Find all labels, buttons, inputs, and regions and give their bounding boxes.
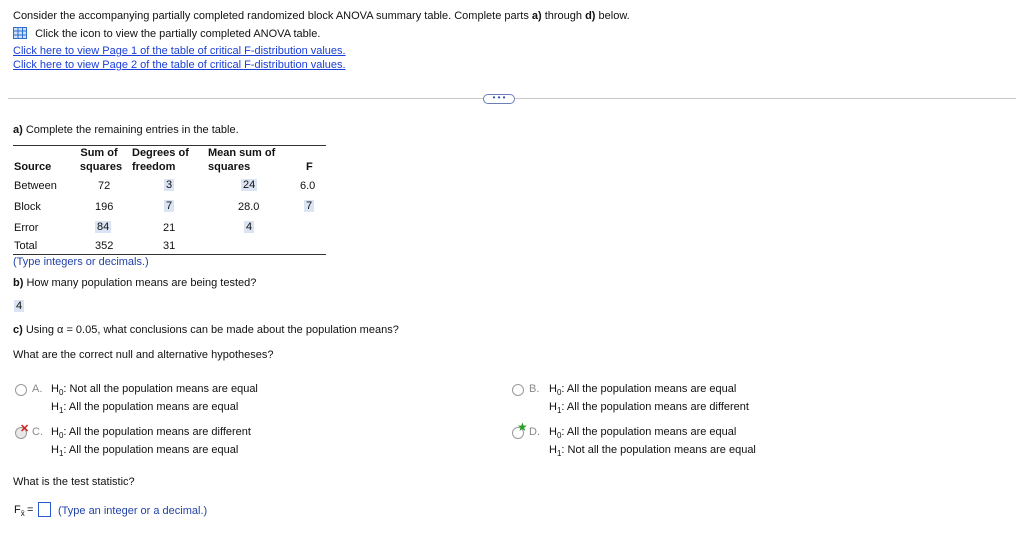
option-d-letter: D. (529, 426, 540, 438)
option-b-radio[interactable] (512, 384, 524, 396)
col-header-ss-2: squares (79, 161, 123, 173)
expand-more-button[interactable]: • • • (483, 94, 515, 104)
instruction-text: Consider the accompanying partially completed randomized block ANOVA summary table. Complete parts a) through d) below. (13, 10, 630, 22)
row-block-source: Block (14, 201, 41, 213)
row-between-df-input[interactable]: 3 (166, 179, 173, 191)
row-total-source: Total (14, 240, 38, 252)
option-b-letter: B. (529, 383, 540, 395)
col-header-source: Source (14, 161, 52, 173)
instruction-bold-part: a) (531, 10, 542, 22)
part-a-hint: (Type integers or decimals.) (13, 256, 149, 268)
col-header-ss-1: Sum of (80, 147, 118, 159)
col-header-f: F (306, 161, 313, 173)
test-statistic-question: What is the test statistic? (13, 476, 135, 488)
row-error-ss-input[interactable]: 84 (97, 221, 110, 233)
option-b-h0: $H_0$: All the population means are equal (549, 383, 737, 397)
option-a-radio[interactable] (15, 384, 27, 396)
option-c-h0: $H_0$: All the population means are different (51, 426, 251, 440)
table-top-rule (13, 145, 326, 146)
row-between-f: 6.0 (300, 180, 316, 192)
f-statistic-label: $F_{x̄}$ (14, 504, 25, 518)
view-table-row[interactable] (13, 27, 320, 42)
row-error-ms-input[interactable]: 4 (246, 221, 253, 233)
col-header-df-2: freedom (132, 161, 176, 173)
table-bottom-rule (13, 254, 326, 255)
row-error-df: 21 (163, 222, 176, 234)
part-a-prompt: a) Complete the remaining entries in the table. (13, 124, 239, 136)
test-statistic-hint: (Type an integer or a decimal.) (58, 505, 208, 517)
row-between-source: Between (14, 180, 57, 192)
instruction-bold-part: d) (585, 10, 596, 22)
part-c-prompt: c) Using α = 0.05, what conclusions can be made about the population means? (13, 324, 399, 336)
row-block-ms: 28.0 (238, 201, 260, 213)
option-a-h1: $H_1$: All the population means are equal (51, 401, 239, 415)
row-between-ms-input[interactable]: 24 (243, 179, 256, 191)
row-between-ss: 72 (98, 180, 111, 192)
view-table-text: Click the icon to view the partially completed ANOVA table. (35, 28, 321, 40)
col-header-df-1: Degrees of (132, 147, 189, 159)
option-c-letter: C. (32, 426, 43, 438)
part-b-answer-input[interactable]: 4 (16, 300, 23, 312)
incorrect-x-icon: ✕ (20, 423, 30, 435)
row-total-ss: 352 (95, 240, 114, 252)
f-table-page2-link[interactable]: Click here to view Page 2 of the table of critical F-distribution values. (13, 59, 346, 71)
row-block-df-input[interactable]: 7 (166, 200, 173, 212)
hypotheses-question: What are the correct null and alternative hypotheses? (13, 349, 274, 361)
row-error-source: Error (14, 222, 39, 234)
option-a-letter: A. (32, 383, 43, 395)
row-block-ss: 196 (95, 201, 114, 213)
option-b-h1: $H_1$: All the population means are different (549, 401, 749, 415)
row-total-df: 31 (163, 240, 176, 252)
option-a-h0: $H_0$: Not all the population means are equal (51, 383, 258, 397)
f-table-page1-link[interactable]: Click here to view Page 1 of the table of critical F-distribution values. (13, 45, 346, 57)
correct-star-icon: ★ (517, 420, 528, 434)
col-header-ms-1: Mean sum of (208, 147, 276, 159)
table-grid-icon[interactable] (13, 27, 27, 42)
part-b-prompt: b) How many population means are being tested? (13, 277, 257, 289)
option-d-h0: $H_0$: All the population means are equal (549, 426, 737, 440)
equals-sign: = (27, 504, 34, 516)
test-statistic-input[interactable] (38, 502, 51, 517)
row-block-f-input[interactable]: 7 (306, 200, 313, 212)
option-c-h1: $H_1$: All the population means are equal (51, 444, 239, 458)
col-header-ms-2: squares (208, 161, 251, 173)
option-d-h1: $H_1$: Not all the population means are equal (549, 444, 756, 458)
